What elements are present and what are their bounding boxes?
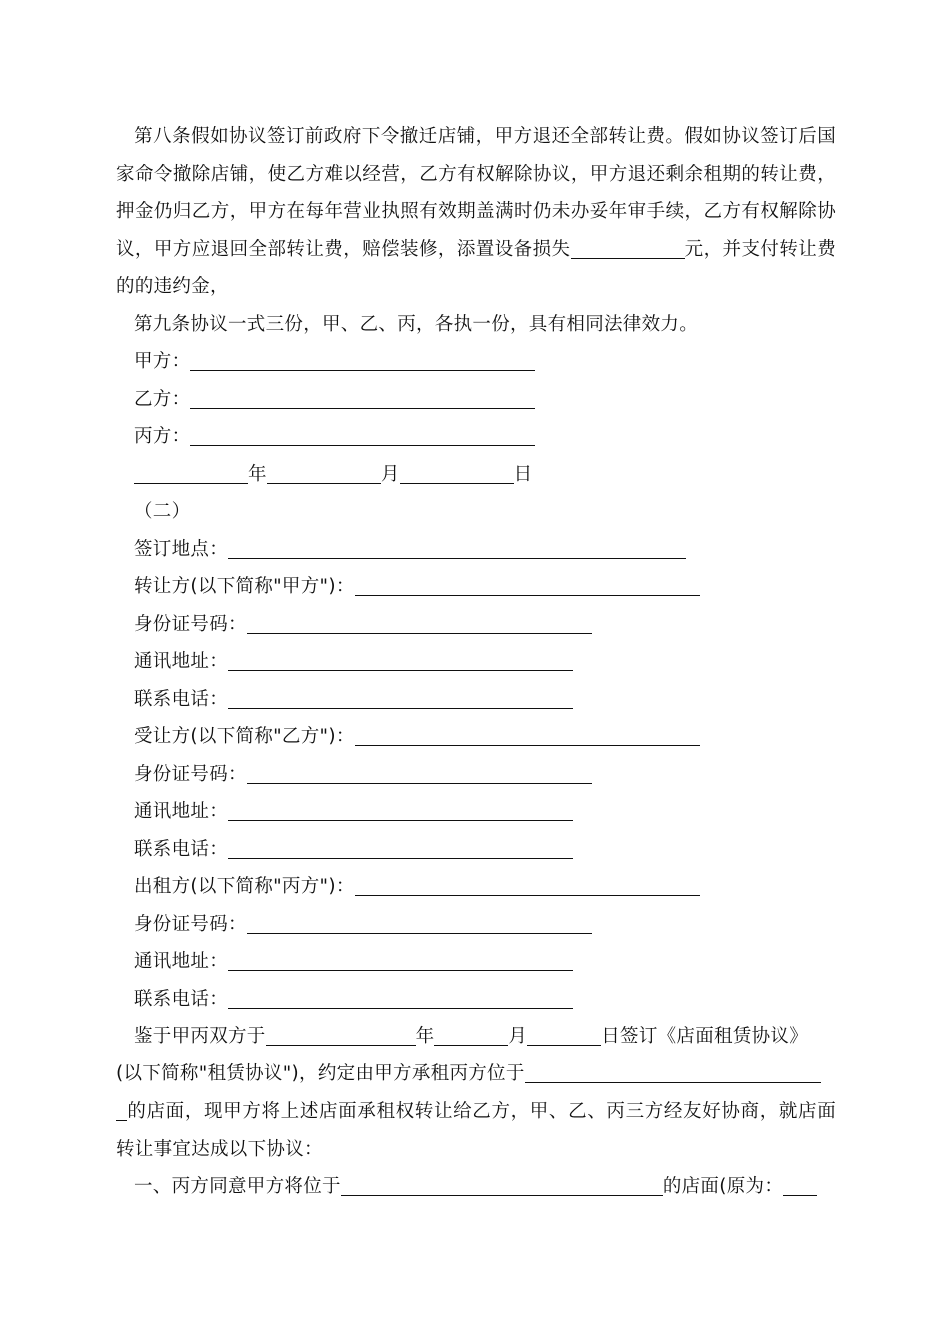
id-number-label: 身份证号码： [134, 614, 247, 635]
recital-day-blank[interactable] [527, 1023, 601, 1046]
signature-party-b [134, 381, 535, 419]
leased-location-blank[interactable] [525, 1060, 821, 1083]
signing-place-label: 签订地点： [134, 539, 229, 560]
signing-place-line [134, 531, 686, 569]
signature-party-a [134, 343, 535, 381]
transferor-address-line [134, 643, 573, 681]
address-label: 通讯地址： [134, 951, 229, 972]
leased-location-blank-cont[interactable] [116, 1098, 127, 1121]
transferor-label: 转让方(以下简称"甲方")： [134, 576, 355, 597]
recital-line-1 [134, 1018, 808, 1056]
recital-year-label: 年 [415, 1026, 435, 1047]
transferee-blank[interactable] [355, 723, 700, 746]
transferor-id-blank[interactable] [247, 611, 592, 634]
lessor-address-blank[interactable] [228, 948, 573, 971]
signing-date-line [134, 456, 532, 494]
lessor-line [134, 868, 700, 906]
lessor-phone-line [134, 981, 573, 1019]
transferee-phone-blank[interactable] [228, 836, 573, 859]
address-label: 通讯地址： [134, 651, 229, 672]
transferee-id-blank[interactable] [247, 761, 592, 784]
lessor-address-line [134, 943, 573, 981]
phone-label: 联系电话： [134, 989, 229, 1010]
recital-line-2 [116, 1055, 821, 1093]
article-8-tail-1: 元，并支 [684, 238, 761, 260]
article-8-text: 第八条假如协议签订前政府下令撤迁店铺，甲方退还全部转让费。假如协议签订后国家命令撤除店铺，使乙方难以经营，乙方有权解除协议，甲方退还剩余租期的转让费，押金仍归乙方，甲方在每年营业执照有效期盖满时仍未办妥年审手续，乙方有权解除协议，甲方应退回全部转让费，赔偿装修，添置设备损失 [116, 126, 836, 260]
clause-1-location-blank[interactable] [341, 1173, 663, 1196]
article-9-paragraph [134, 306, 698, 344]
id-number-label: 身份证号码： [134, 764, 247, 785]
section-two-heading [134, 493, 190, 531]
day-blank[interactable] [400, 461, 514, 484]
transferee-line [134, 718, 700, 756]
recital-text-1: 鉴于甲丙双方于 [134, 1026, 266, 1047]
loss-amount-blank[interactable] [571, 236, 685, 259]
clause-1-text-b: 的店面(原为： [662, 1176, 784, 1197]
recital-continuation [116, 1093, 836, 1168]
id-number-label: 身份证号码： [134, 914, 247, 935]
clause-1-text-a: 一、丙方同意甲方将位于 [134, 1176, 341, 1197]
lessor-label: 出租方(以下简称"丙方")： [134, 876, 355, 897]
transferee-address-line [134, 793, 573, 831]
clause-1-line [134, 1168, 817, 1206]
party-c-signature-blank[interactable] [190, 423, 535, 446]
transferee-label: 受让方(以下简称"乙方")： [134, 726, 355, 747]
signature-party-c [134, 418, 535, 456]
article-8-tail-2: 付转让费的的违约金， [116, 238, 837, 297]
party-b-signature-blank[interactable] [190, 386, 535, 409]
month-label: 月 [380, 464, 400, 485]
transferor-phone-line [134, 681, 573, 719]
party-a-signature-blank[interactable] [190, 348, 535, 371]
transferor-line [134, 568, 700, 606]
clause-1-original-use-blank[interactable] [783, 1173, 817, 1196]
lessor-id-line [134, 906, 592, 944]
party-a-label: 甲方： [134, 351, 191, 372]
lessor-blank[interactable] [355, 873, 700, 896]
transferee-address-blank[interactable] [228, 798, 573, 821]
transferee-id-line [134, 756, 592, 794]
transferor-id-line [134, 606, 592, 644]
recital-text-4: 的店面，现甲方将上述店面承租权转让给乙方，甲、乙、丙三方经友好协商，就店面转让事宜达成以下协议： [116, 1101, 836, 1160]
address-label: 通讯地址： [134, 801, 229, 822]
party-c-label: 丙方： [134, 426, 191, 447]
party-b-label: 乙方： [134, 389, 191, 410]
phone-label: 联系电话： [134, 839, 229, 860]
year-blank[interactable] [134, 461, 248, 484]
lessor-phone-blank[interactable] [228, 986, 573, 1009]
month-blank[interactable] [267, 461, 381, 484]
signing-place-blank[interactable] [228, 536, 686, 559]
phone-label: 联系电话： [134, 689, 229, 710]
recital-month-label: 月 [508, 1026, 528, 1047]
year-label: 年 [248, 464, 267, 485]
transferor-blank[interactable] [355, 573, 700, 596]
day-label: 日 [513, 464, 533, 485]
recital-year-blank[interactable] [266, 1023, 416, 1046]
transferee-phone-line [134, 831, 573, 869]
recital-text-3: (以下简称"租赁协议")，约定由甲方承租丙方位于 [116, 1063, 525, 1084]
article-8-paragraph [116, 118, 836, 306]
transferor-phone-blank[interactable] [228, 686, 573, 709]
lessor-id-blank[interactable] [247, 911, 592, 934]
recital-month-blank[interactable] [434, 1023, 508, 1046]
transferor-address-blank[interactable] [228, 648, 573, 671]
section-two-label: （二） [134, 501, 191, 522]
recital-text-2: 日签订《店面租赁协议》 [601, 1026, 809, 1047]
article-9-text: 第九条协议一式三份，甲、乙、丙，各执一份，具有相同法律效力。 [134, 314, 699, 335]
